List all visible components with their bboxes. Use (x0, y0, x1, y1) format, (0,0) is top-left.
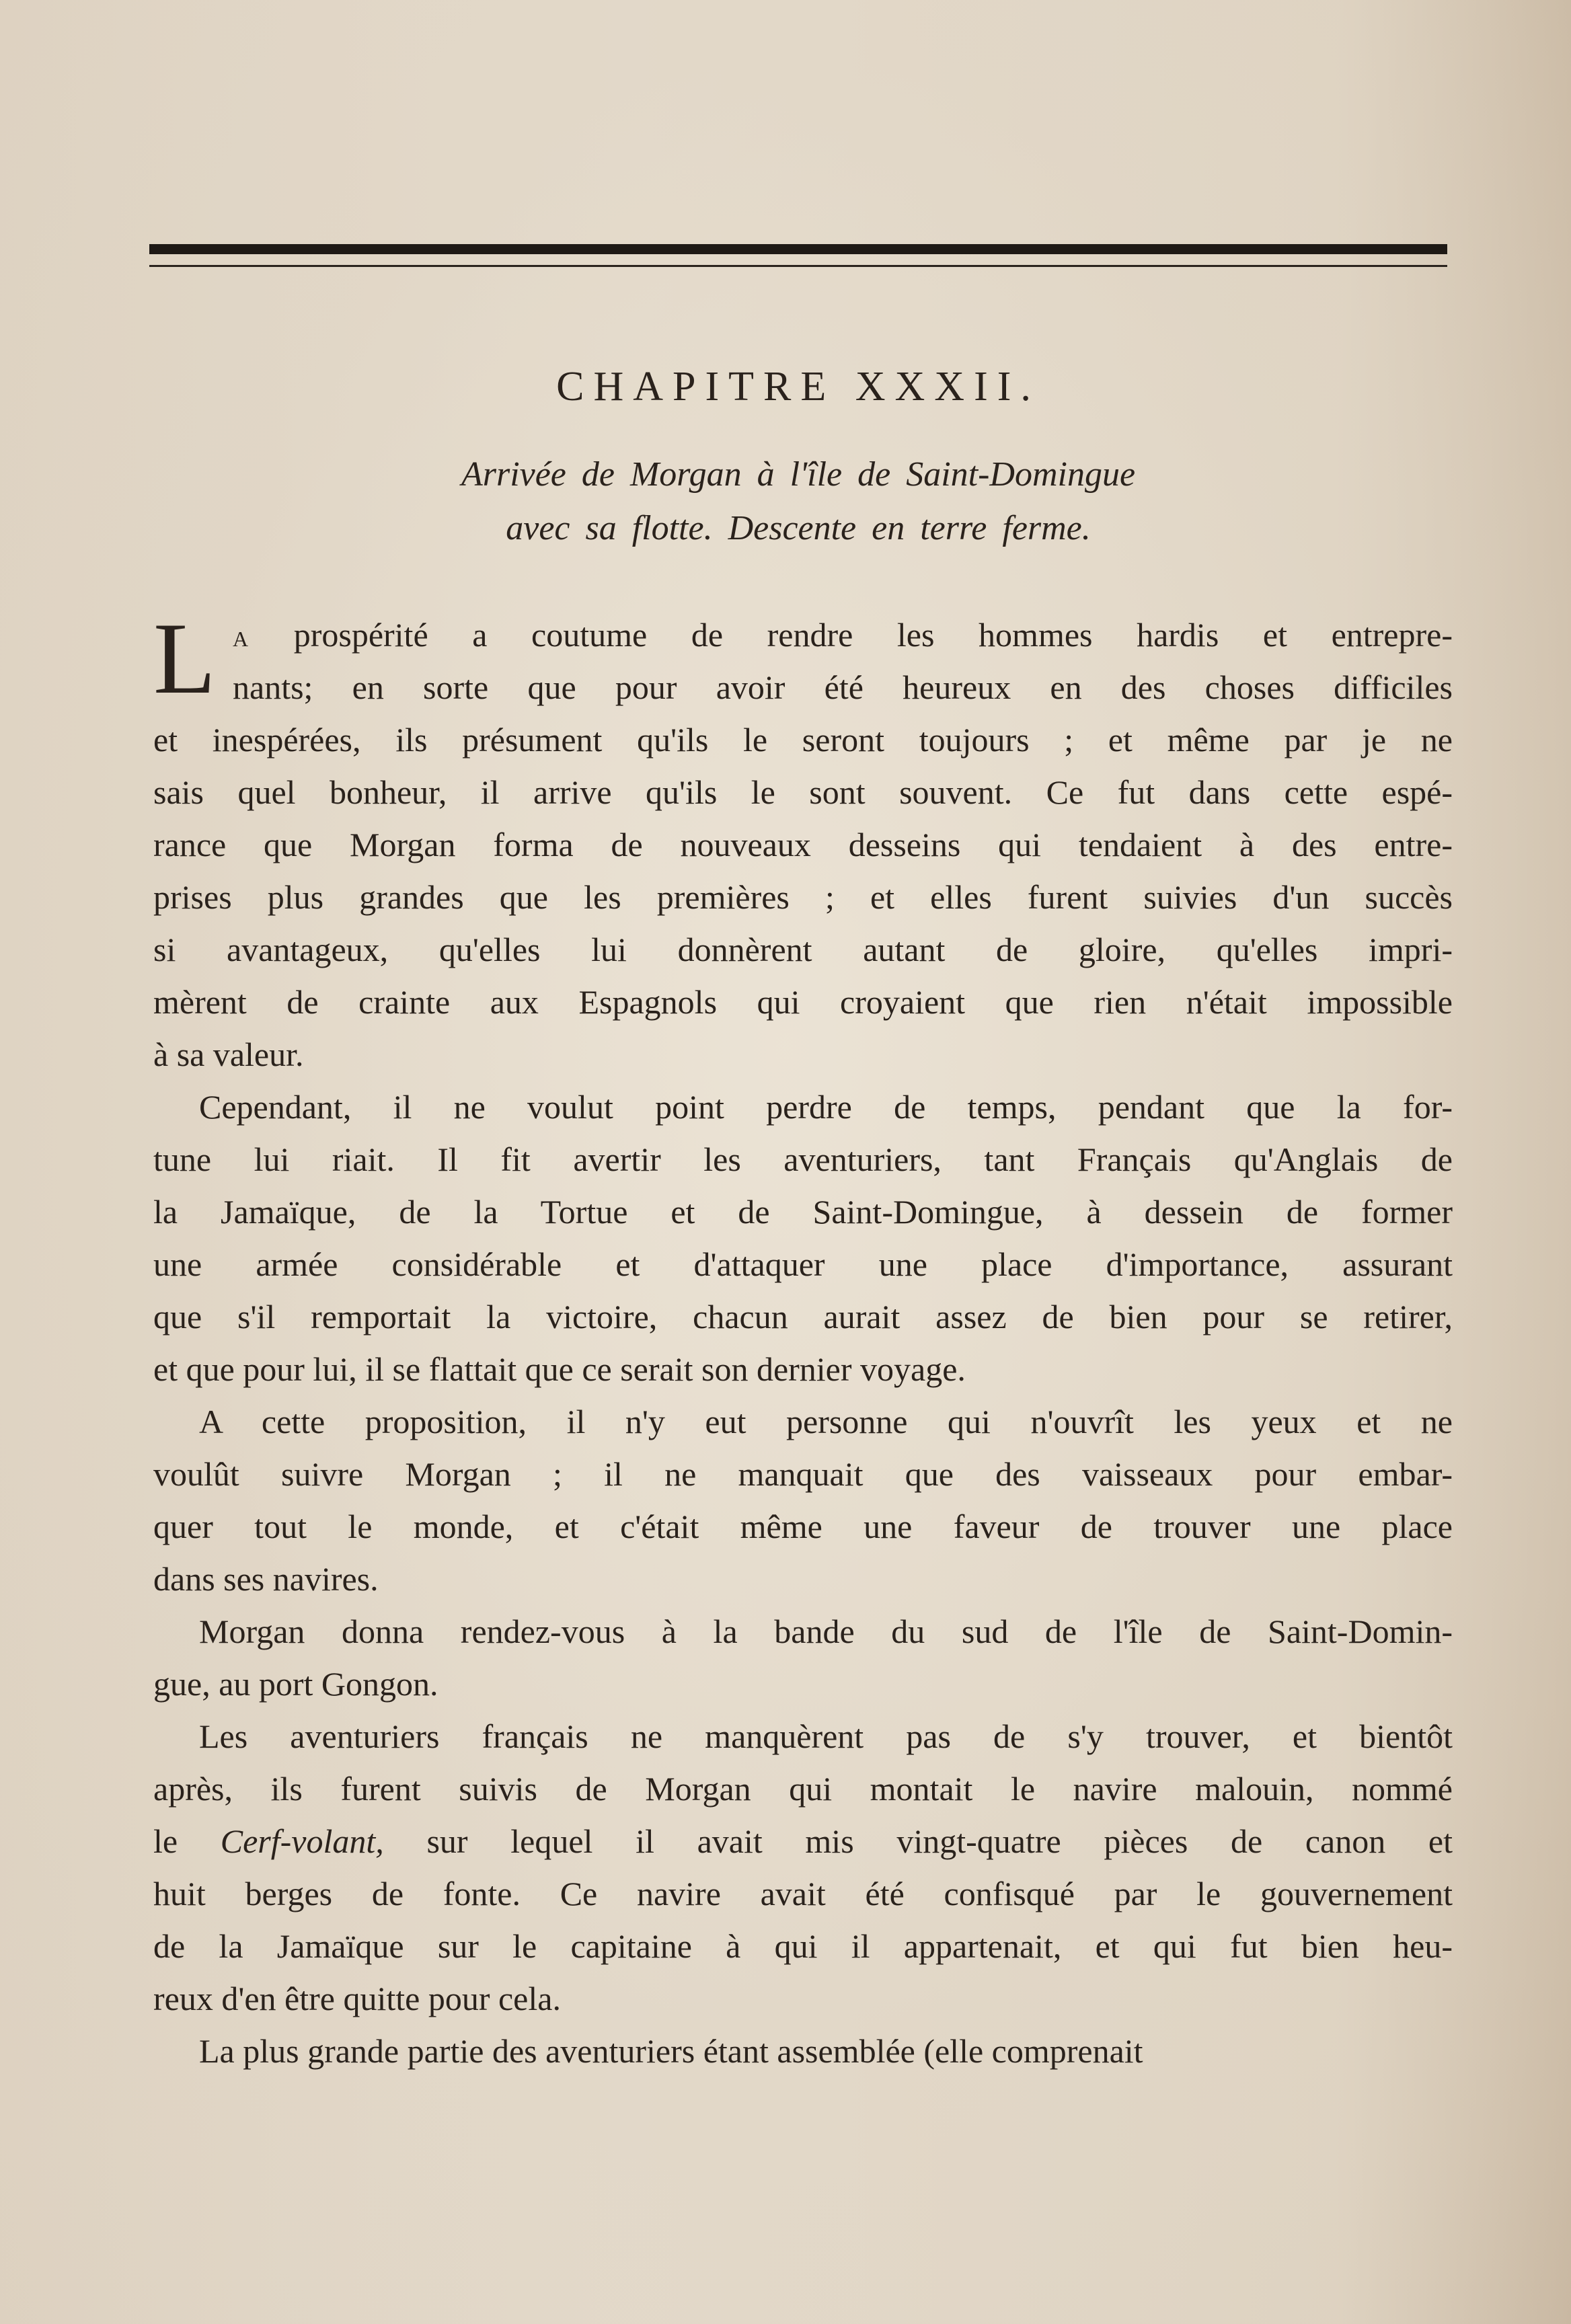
text-line: et que pour lui, il se flattait que ce serait son dernier voyage. (153, 1350, 966, 1388)
text-line: rance que Morgan forma de nouveaux desseins qui tendaient à des entre- (153, 826, 1453, 863)
text-line: Morgan donna rendez-vous à la bande du sud de l'île de Saint-Domin- (199, 1613, 1453, 1650)
text-line: La plus grande partie des aventuriers étant assemblée (elle comprenait (199, 2032, 1143, 2070)
text-line: le Cerf-volant, sur lequel il avait mis vingt-quatre pièces de canon et (153, 1822, 1453, 1860)
small-caps-letter: A (233, 627, 250, 651)
header-rule-thick (149, 244, 1447, 254)
chapter-title: CHAPITRE XXXII. (556, 364, 1040, 410)
text-line: prises plus grandes que les premières ; et elles furent suivies d'un succès (153, 878, 1453, 916)
body-text (153, 602, 1453, 2077)
subtitle-line: Arrivée de Morgan à l'île de Saint-Domingue (461, 455, 1136, 494)
text-line: reux d'en être quitte pour cela. (153, 1980, 561, 2017)
text-line: Les aventuriers français ne manquèrent pas de s'y trouver, et bientôt (199, 1717, 1453, 1755)
text-line: de la Jamaïque sur le capitaine à qui il appartenait, et qui fut bien heu- (153, 1927, 1453, 1965)
subtitle-line: avec sa flotte. Descente en terre ferme. (506, 509, 1091, 547)
text-line: à sa valeur. (153, 1036, 304, 1073)
text-line: sais quel bonheur, il arrive qu'ils le sont souvent. Ce fut dans cette espé- (153, 773, 1453, 811)
text-line: si avantageux, qu'elles lui donnèrent autant de gloire, qu'elles impri- (153, 931, 1453, 968)
text-line: tune lui riait. Il fit avertir les aventuriers, tant Français qu'Anglais de (153, 1140, 1453, 1178)
text-line: nants; en sorte que pour avoir été heureux en des choses difficiles (233, 668, 1453, 706)
text-line: une armée considérable et d'attaquer une place d'importance, assurant (153, 1245, 1453, 1283)
text-line: la Jamaïque, de la Tortue et de Saint-Domingue, à dessein de former (153, 1193, 1453, 1231)
text-line: mèrent de crainte aux Espagnols qui croyaient que rien n'était impossible (153, 983, 1453, 1021)
ship-name: Cerf-volant, (220, 1822, 384, 1860)
text-line: dans ses navires. (153, 1560, 379, 1598)
text-line: après, ils furent suivis de Morgan qui montait le navire malouin, nommé (153, 1770, 1453, 1808)
header-rule-thin (149, 265, 1447, 267)
drop-cap: L (153, 602, 216, 715)
text-line: et inespérées, ils présument qu'ils le seront toujours ; et même par je ne (153, 721, 1453, 759)
text-line: gue, au port Gongon. (153, 1665, 438, 1703)
chapter-subtitle (149, 448, 1447, 555)
text-line: que s'il remportait la victoire, chacun aurait assez de bien pour se retirer, (153, 1298, 1453, 1335)
text-line: voulût suivre Morgan ; il ne manquait que des vaisseaux pour embar- (153, 1455, 1453, 1493)
text-line: huit berges de fonte. Ce navire avait été confisqué par le gouvernement (153, 1875, 1453, 1912)
text-line: L A prospérité a coutume de rendre les hommes hardis et entrepre- (153, 609, 1453, 661)
text-line: A cette proposition, il n'y eut personne qui n'ouvrît les yeux et ne (199, 1403, 1453, 1440)
text-line: quer tout le monde, et c'était même une faveur de trouver une place (153, 1508, 1453, 1545)
text-line: Cependant, il ne voulut point perdre de temps, pendant que la for- (199, 1088, 1453, 1126)
